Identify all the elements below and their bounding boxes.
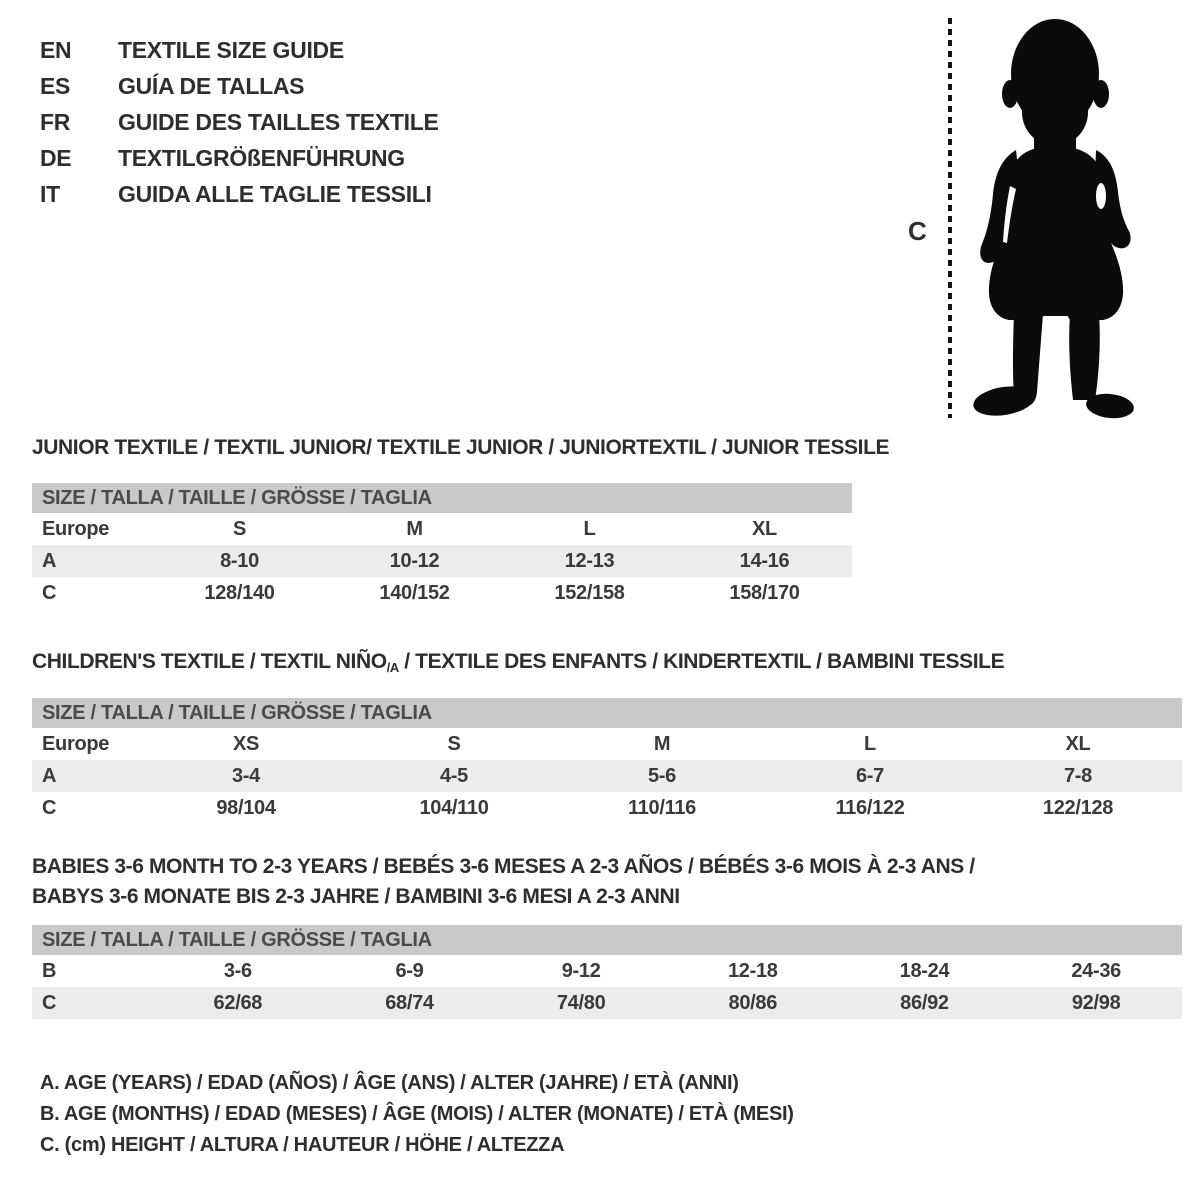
babies-size-header: SIZE / TALLA / TAILLE / GRÖSSE / TAGLIA <box>32 925 1182 955</box>
row-label: A <box>42 549 57 572</box>
children-title-prefix: CHILDREN'S TEXTILE / TEXTIL NIÑO <box>32 650 387 673</box>
table-row <box>32 792 1182 824</box>
babies-title-line1: BABIES 3-6 MONTH TO 2-3 YEARS / BEBÉS 3-6 MESES A 2-3 AÑOS / BÉBÉS 3-6 MOIS À 2-3 ANS / <box>32 855 975 878</box>
table-cell: 68/74 <box>385 991 434 1014</box>
table-cell: S <box>232 517 247 540</box>
table-cell: 74/80 <box>556 991 606 1014</box>
babies-size-table <box>32 955 1182 1019</box>
lang-title: GUIDA ALLE TAGLIE TESSILI <box>118 181 432 207</box>
babies-section <box>32 852 1182 1019</box>
table-cell: 140/152 <box>379 581 450 604</box>
children-section-title <box>32 650 1182 680</box>
row-label: C <box>42 581 57 604</box>
table-cell: M <box>406 517 423 540</box>
table-cell: 14-16 <box>739 549 790 572</box>
legend-line-b: B. AGE (MONTHS) / EDAD (MESES) / ÂGE (MOIS) / ALTER (MONATE) / ETÀ (MESI) <box>40 1103 794 1125</box>
junior-size-header: SIZE / TALLA / TAILLE / GRÖSSE / TAGLIA <box>32 483 852 513</box>
legend-line-c: C. (cm) HEIGHT / ALTURA / HAUTEUR / HÖHE / ALTEZZA <box>40 1134 565 1156</box>
children-title-sub: /A <box>386 660 399 675</box>
lang-title: TEXTILE SIZE GUIDE <box>118 37 344 63</box>
table-cell: XS <box>232 732 260 755</box>
row-label: Europe <box>42 732 110 755</box>
legend-line-a: A. AGE (YEARS) / EDAD (AÑOS) / ÂGE (ANS) / ALTER (JAHRE) / ETÀ (ANNI) <box>40 1072 739 1094</box>
table-cell: M <box>653 732 671 755</box>
table-cell: 110/116 <box>628 796 696 819</box>
junior-section <box>32 436 890 609</box>
table-cell: 3-6 <box>223 959 252 982</box>
junior-section-title: JUNIOR TEXTILE / TEXTIL JUNIOR/ TEXTILE JUNIOR / JUNIORTEXTIL / JUNIOR TESSILE <box>32 436 890 459</box>
babies-section-title <box>32 852 1182 912</box>
table-cell: 158/170 <box>729 581 800 604</box>
table-row <box>32 728 1182 760</box>
row-label: B <box>42 959 57 982</box>
measurement-legend <box>40 1068 794 1161</box>
height-measure-label: C <box>908 216 927 246</box>
row-label: Europe <box>42 517 110 540</box>
table-cell: 6-7 <box>855 764 884 787</box>
babies-title-line2: BABYS 3-6 MONATE BIS 2-3 JAHRE / BAMBINI 3-6 MESI A 2-3 ANNI <box>32 885 680 908</box>
table-cell: L <box>583 517 596 540</box>
table-row <box>32 760 1182 792</box>
table-row <box>32 955 1182 987</box>
children-size-table <box>32 728 1182 824</box>
table-cell: 98/104 <box>216 796 276 819</box>
table-cell: 80/86 <box>728 991 778 1014</box>
lang-title: GUIDE DES TAILLES TEXTILE <box>118 109 439 135</box>
height-dashed-line <box>948 18 952 418</box>
lang-code: EN <box>40 37 72 63</box>
table-cell: 86/92 <box>900 991 949 1014</box>
lang-code: FR <box>40 109 71 135</box>
table-cell: 62/68 <box>213 991 263 1014</box>
language-list <box>40 32 439 212</box>
children-title-suffix: / TEXTILE DES ENFANTS / KINDERTEXTIL / BAMBINI TESSILE <box>398 650 1005 673</box>
table-cell: 104/110 <box>419 796 489 819</box>
table-cell: 128/140 <box>204 581 275 604</box>
table-row <box>32 513 852 545</box>
table-cell: XL <box>752 517 777 540</box>
table-row <box>32 987 1182 1019</box>
table-cell: 24-36 <box>1071 959 1121 982</box>
table-cell: 6-9 <box>395 959 424 982</box>
lang-code: IT <box>40 181 60 207</box>
table-cell: 9-12 <box>561 959 601 982</box>
row-label: A <box>42 764 57 787</box>
table-cell: 18-24 <box>899 959 950 982</box>
table-cell: S <box>447 732 461 755</box>
table-cell: 12-13 <box>564 549 615 572</box>
table-cell: 4-5 <box>439 764 468 787</box>
table-row <box>32 577 852 609</box>
table-cell: 7-8 <box>1063 764 1092 787</box>
lang-code: DE <box>40 145 72 171</box>
table-cell: 122/128 <box>1042 796 1114 819</box>
table-cell: 3-4 <box>231 764 260 787</box>
row-label: C <box>42 796 57 819</box>
table-cell: 152/158 <box>554 581 625 604</box>
lang-row-it <box>40 176 439 212</box>
lang-title: TEXTILGRÖßENFÜHRUNG <box>118 145 405 171</box>
children-size-header: SIZE / TALLA / TAILLE / GRÖSSE / TAGLIA <box>32 698 1182 728</box>
lang-code: ES <box>40 73 71 99</box>
table-cell: 12-18 <box>727 959 778 982</box>
table-row <box>32 545 852 577</box>
table-cell: 5-6 <box>647 764 676 787</box>
table-cell: 8-10 <box>220 549 259 572</box>
lang-title: GUÍA DE TALLAS <box>118 73 305 99</box>
row-label: C <box>42 991 57 1014</box>
lang-row-es <box>40 68 439 104</box>
lang-row-en <box>40 32 439 68</box>
lang-row-de <box>40 140 439 176</box>
table-cell: XL <box>1065 732 1091 755</box>
junior-size-table <box>32 513 852 609</box>
children-section <box>32 650 1182 824</box>
table-cell: 10-12 <box>389 549 440 572</box>
table-cell: 116/122 <box>835 796 905 819</box>
toddler-silhouette-icon <box>958 14 1143 424</box>
lang-row-fr <box>40 104 439 140</box>
table-cell: L <box>864 732 876 755</box>
table-cell: 92/98 <box>1071 991 1121 1014</box>
